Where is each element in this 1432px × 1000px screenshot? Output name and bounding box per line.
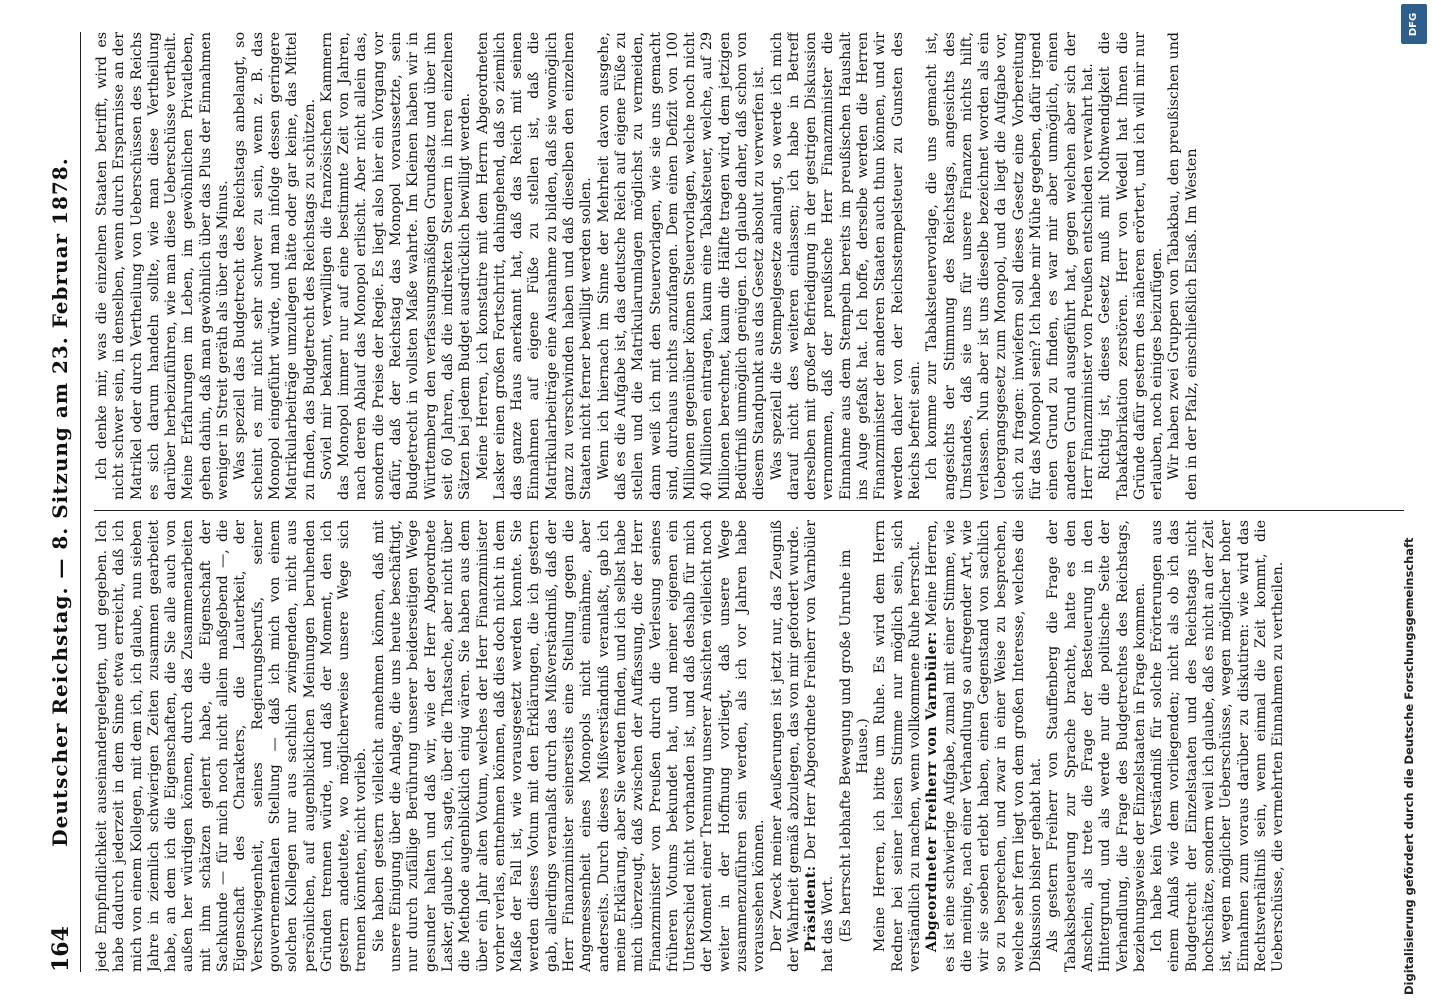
speaker-varnbueler: Abgeordneter Freiherr von Varnbüler: bbox=[924, 631, 941, 953]
paragraph bbox=[803, 520, 838, 972]
left-column bbox=[94, 520, 1404, 972]
running-head: Deutscher Reichstag. — 8. Sitzung am 23. Februar 1878. bbox=[48, 157, 72, 847]
paragraph: Sie haben gestern vielleicht annehmen können, daß mit unsere Einigung über die Anlage, die uns heute beschäftigt, nur durch zufällige Berührung unserer beiderseitigen Wege gesunder halten und daß wir, wie der Herr Abgeordnete Lasker, glaube ich, sagte, über die Thatsache, aber nicht über die Methode augenblicklich einig wären. Sie haben aus dem über ein Jahr alten Votum, welches der Herr Finanzminister vorher verlas, entnehmen können, daß dies doch nicht in dem Maße der Fall ist, wie vorausgesetzt werden konnte. Sie werden dieses Votum mit den Erklärungen, die ich gestern gab, allerdings veranlaßt durch das Mißverständniß, daß der Herr Finanzminister seinerseits eine Stellung gegen die Angemessenheit eines Monopols nicht einnähme, aber anderseits. Durch dieses Mißverständniß veranlaßt, gab ich meine Erklärung, aber Sie werden finden, und ich selbst habe mich überzeugt, daß zwischen der Auffassung, die der Herr Finanzminister von Preußen durch die Verlesung seines früheren Votums bekundet hat, und meiner eigenen ein Unterschied nicht vorhanden ist, und daß deshalb für mich der Moment einer Trennung unserer Ansichten vielleicht noch weiter in der Hoffnung vorliegt, daß unsere Wege zusammenzuführen sein werden, als ich vor Jahren habe voraussehen können. bbox=[370, 520, 768, 972]
stage-direction: (Es herrscht lebhafte Bewegung und große Unruhe im Hause.) bbox=[837, 549, 872, 943]
paragraph: Ich komme zur Tabaksteuervorlage, die uns gemacht ist, angesichts der Stimmung des Reichstags, angesichts des Umstandes, daß sie uns für unsere Finanzen nichts hilft, verlassen. Nun aber ist uns dieselbe bezeichnet worden als ein Uebergangsgesetz zum Monopol, und da liegt die Aufgabe vor, sich zu fragen: inwiefern soll dieses Gesetz eine Vorbereitung für das Monopol sein? Ich habe mir Mühe gegeben, dafür irgend einen Grund zu finden, es war mir aber unmöglich, einen anderen Grund ausgeführt hat, gegen welchen aber sich der Herr Finanzminister von Preußen entschieden verwahrt hat. bbox=[924, 32, 1096, 500]
speech-text: Der Herr Abgeordnete Freiherr von Varnbüler hat das Wort. bbox=[803, 520, 837, 972]
digitization-sidebar bbox=[1400, 0, 1428, 1000]
speech-text: Meine Herren, es ist eine schwierige Aufgabe, zumal mit einer Stimme, wie die meinige, nach einer Verhandlung so aufregender Art, wie wir sie soeben erlebt haben, einen Gegenstand von sachlich so zu besprechen, und zwar in einer Weise zu besprechen, welche sehr fern liegt von dem großen Interesse, welches die Diskussion bisher gehabt hat. bbox=[924, 520, 1045, 972]
dfg-logo bbox=[1401, 4, 1427, 44]
paragraph: Der Zweck meiner Aeußerungen ist jetzt nur, das Zeugniß der Wahrheit gemäß abzulegen, das von mir gefordert wurde. bbox=[768, 520, 802, 972]
paragraph bbox=[924, 520, 1045, 972]
digitization-credit: Digitalisierung gefördert durch die Deutsche Forschungsgemeinschaft bbox=[1402, 537, 1416, 995]
paragraph: Soviel mir bekannt, verwilligen die französischen Kammern das Monopol immer nur auf eine bestimmte Zeit von Jahren, nach deren Ablauf das Monopol erlischt. Aber nicht allein das, sondern die Preise der Regie. Es liegt also hier ein Vorgang vor dafür, daß der Reichstag das Monopol voraussetzte, sein Budgetrecht in vollsten Maße wahrte. Im Kleinen haben wir in Württemberg den verfassungsmäßigen Grundsatz und über ihn seit 60 Jahren, daß die indirekten Steuern in ihren einzelnen Sätzen bei jedem Budget ausdrücklich bewilligt werden. bbox=[318, 32, 474, 500]
right-column bbox=[94, 32, 1404, 500]
paragraph: Meine Herren, ich konstatire mit dem Herrn Abgeordneten Lasker einen großen Fortschritt, dahingehend, daß so ziemlich das ganze Haus anerkannt hat, daß das Reich mit seinen Einnahmen auf eigene Füße zu stellen ist, daß die Matrikularbeiträge eine Ausnahme zu bilden, daß sie womöglich ganz zu verschwinden haben und daß dieselben den einzelnen Staaten nicht ferner bewilligt werden sollen. bbox=[474, 32, 595, 500]
paragraph: Ich denke mir, was die einzelnen Staaten betrifft, wird es nicht schwer sein, in denselben, wenn durch Ersparnisse an der Matrikel oder durch Vertheilung von Ueberschüssen des Reichs es sich darum handeln sollte, wie man diese Vertheilung darüber herbeizuführen, wie man diese Ueberschüsse vertheilt. Meine Erfahrungen im Leben, im gewöhnlichen Privatleben, gehen dahin, daß man gewöhnlich über das Plus der Einnahmen weniger in Streit geräth als über das Minus. bbox=[94, 32, 232, 500]
paragraph: Wir haben zwei Gruppen von Tabakbau, den preußischen und den in der Pfalz, einschließlich Elsaß. Im Westen bbox=[1166, 32, 1200, 500]
page-number: 164 bbox=[48, 926, 74, 972]
paragraph: Was speziell die Stempelgesetze anlangt, so werde ich mich darauf nicht des weiteren einlassen; ich habe in Betreff derselben mit großer Befriedigung in der gestrigen Diskussion vernommen, daß der preußische Herr Finanzminister die Einnahme aus dem Stempeln bereits im preußischen Haushalt ins Auge gefaßt hat. Ich hoffe, derselbe werden die Herren Finanzminister der anderen Staaten auch thun können, und wir werden daher von der Reichsstempelsteuer zu Gunsten des Reichs befreit sein. bbox=[768, 32, 923, 500]
paragraph: Ich habe kein Verständniß für solche Erörterungen aus einem Anlaß wie dem vorliegenden; nicht als ob ich das Budgetrecht der Einzelstaaten und des Reichstags nicht hochschätze, sondern weil ich glaube, daß es nicht an der Zeit ist, wegen möglicher Ueberschüsse, wegen möglicher hoher Einnahmen zum voraus darüber zu diskutiren: wie wird das Rechtsverhältniß sein, wenn einmal die Zeit kommt, die Ueberschüsse, die vermehrten Einnahmen zu vertheilen. bbox=[1149, 520, 1287, 972]
paragraph: Meine Herren, ich bitte um Ruhe. Es wird dem Herrn Redner bei seiner leisen Stimme nur möglich sein, sich verständlich zu machen, wenn vollkommene Ruhe herrscht. bbox=[872, 520, 923, 972]
speaker-president: Präsident: bbox=[803, 865, 820, 953]
column-divider bbox=[94, 510, 1404, 511]
page-header bbox=[40, 32, 81, 972]
paragraph: jede Empfindlichkeit auseinandergelegten, und gegeben. Ich habe dadurch jederzeit in dem Sinne etwa erreicht, daß ich mich von einem Kollegen, mit dem ich, ich glaube, nun sieben Jahre in ziemlich schwierigen Zeiten zusammen gearbeitet habe, an dem ich die Eigenschaften, die Sie alle auch von außen her würdigen können, durch das Zusammenarbeiten mit ihm schätzen gelernt habe, die Eigenschaft der Sachkunde — für mich noch nicht allein maßgebend —, die Eigenschaft des Charakters, die Lauterkeit, der Verschwiegenheit, seines Regierungsberufs, seiner gouvernementalen Stellung — daß ich mich von einem solchen Kollegen nur aus sachlich zwingenden, nicht aus persönlichen, auf augenblicklichen Meinungen beruhenden Gründen trennen würde, und daß der Moment, den ich gestern andeutete, wo möglicherweise unsere Wege sich trennen könnten, nicht vorlieb. bbox=[94, 520, 370, 972]
dfg-logo-text: DFG bbox=[1408, 12, 1420, 36]
paragraph: Richtig ist, dieses Gesetz muß mit Nothwendigkeit die Tabakfabrikation zerstören. Herr von Wedell hat Ihnen die Gründe dafür gestern des näheren erörtert, und ich will mir nur erlauben, noch einiges beizufügen. bbox=[1097, 32, 1166, 500]
paragraph: Was speziell das Budgetrecht des Reichstags anbelangt, so scheint es mir nicht sehr schwer zu sein, wenn z. B. das Monopol eingeführt würde, und man infolge dessen geringere Matrikularbeiträge umzulegen hätte oder gar keine, das Mittel zu finden, das Budgetrecht des Reichstags zu schützen. bbox=[232, 32, 318, 500]
paragraph: Als gestern Freiherr von Stauffenberg die Frage der Tabaksbesteuerung zur Sprache brachte, hatte es den Anschein, als trete die Frage der Besteuerung in den Hintergrund, und als werde nur die politische Seite der Verhandlung, die Frage des Budgetrechtes des Reichstags, beziehungsweise der Einzelstaaten in Frage kommen. bbox=[1045, 520, 1148, 972]
paragraph: Wenn ich hiernach im Sinne der Mehrheit davon ausgehe, daß es die Aufgabe ist, das deutsche Reich auf eigene Füße zu stellen und die Matrikularumlagen möglichst zu vermeiden, dann weiß ich mit den Steuervorlagen, wie sie uns gemacht sind, durchaus nichts anzufangen. Dem einen Defizit von 100 Millionen gegenüber können Steuervorlagen, welche noch nicht 40 Millionen eintragen, kaum eine Tabaksteuer, welche, auf 29 Millionen berechnet, kaum die Hälfte tragen wird, dem jetzigen Bedürfniß unmöglich genügen. Ich glaube daher, daß schon von diesem Standpunkt aus das Gesetz absolut zu verwerfen ist. bbox=[595, 32, 768, 500]
